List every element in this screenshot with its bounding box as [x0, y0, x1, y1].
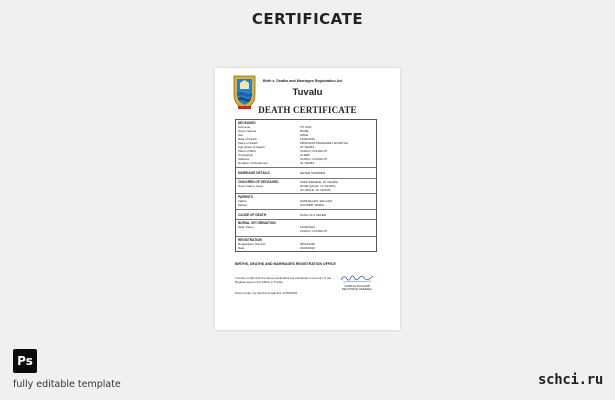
row-value: JO (MALE, 10 YEARS)	[300, 187, 331, 192]
children-header: CHILDREN OF DECEASED	[238, 180, 279, 184]
row-value: VAIAKU, FUNAFUTI	[300, 229, 328, 233]
parents-section	[236, 193, 376, 210]
row-label: Occupation	[238, 153, 254, 157]
row-value: VAIAKU, FUNAFUTI	[300, 157, 328, 161]
burial-header: BURIAL OR CREMATION	[238, 221, 276, 225]
registration-header: REGISTRATION	[238, 238, 262, 242]
row-label: Date	[238, 246, 245, 250]
signature-icon	[339, 273, 375, 283]
row-value: MALE	[300, 133, 309, 137]
certificate-title: DEATH CERTIFICATE	[258, 105, 357, 115]
certify-text: I hereby certify that the above particulars are contained in an entry in the Register kept in this Office in Tuvalu	[235, 276, 332, 284]
row-value: VAIAKU, FUNAFUTI	[300, 149, 328, 153]
table-row	[238, 161, 376, 165]
certificate-table	[235, 119, 377, 252]
signer-name: CAMILLE RICHARD	[344, 284, 370, 288]
deceased-section	[236, 120, 376, 167]
row-value: PRINCESS MARGARET HOSPITAL	[300, 141, 349, 145]
cause-header: CAUSE OF DEATH	[238, 213, 267, 217]
certificate-document	[215, 68, 400, 330]
row-value: 34 YEARS	[300, 161, 315, 165]
act-line: Birth s, Deaths and Marriages Registration Act	[263, 79, 343, 83]
row-label: Mother	[238, 203, 248, 207]
row-label: Father	[238, 199, 247, 203]
parents-header: PARENTS	[238, 195, 253, 199]
row-label: Duration of Residence	[238, 161, 268, 165]
office-line: BIRTHS, DEATHS AND MARRIAGES REGISTRATION OFFICE	[235, 262, 336, 266]
row-label: Sex	[238, 133, 244, 137]
deceased-header: DECEASED	[238, 121, 256, 125]
row-label: Place of Birth	[238, 149, 256, 153]
signature-caption	[339, 285, 375, 292]
children-section	[236, 178, 376, 194]
burial-section	[236, 219, 376, 237]
tagline: fully editable template	[13, 379, 121, 390]
row-label: Address	[238, 157, 250, 161]
row-value: 30 YEARS	[300, 145, 315, 149]
row-label: Surname	[238, 125, 251, 129]
row-value: COOPER, MARIA	[300, 203, 325, 207]
row-value: TO SON	[300, 125, 312, 129]
row-label: Registration Number	[238, 242, 266, 246]
row-label: Date, Place	[238, 225, 254, 229]
row-label: Given Names	[238, 129, 257, 133]
site-watermark: schci.ru	[537, 372, 603, 388]
photoshop-icon: Ps	[13, 349, 37, 373]
row-label: Age (Date of Death)	[238, 145, 265, 149]
table-row	[238, 188, 376, 192]
row-value: 16/06/2022	[300, 246, 316, 250]
row-label: Given Name, Ages	[238, 183, 264, 188]
row-value: 356413295	[300, 242, 316, 246]
signer-title: REGISTRAR GENERAL	[341, 287, 373, 292]
cause-value: FATAL FLU FEVER	[300, 213, 326, 217]
child-value: SAMI (FEMALE, 10 YEARS)	[300, 180, 339, 184]
page-heading: CERTIFICATE	[251, 10, 364, 28]
registration-section	[236, 236, 376, 253]
marriage-value: NEVER MARRIED	[300, 171, 326, 175]
table-row	[238, 229, 376, 233]
row-label: Place of Death	[238, 141, 258, 145]
given-line: Given under my hand and seal this 17/06/2022	[235, 291, 298, 295]
marriage-header: MARRIAGE DETAILS	[238, 171, 270, 175]
table-row	[238, 203, 376, 207]
row-value: SAMUELLES, WILLIAM	[300, 199, 333, 203]
row-value: CLERK	[300, 153, 311, 157]
row-value: 14/06/2022	[300, 225, 316, 229]
row-label: Date of Death	[238, 137, 257, 141]
row-value: ROSE (MALE, 12 YEARS)	[300, 183, 336, 188]
table-row	[238, 246, 376, 250]
row-value: 11/06/2022	[300, 137, 315, 141]
row-value: ROSE	[300, 129, 309, 133]
country-name: Tuvalu	[292, 87, 323, 98]
